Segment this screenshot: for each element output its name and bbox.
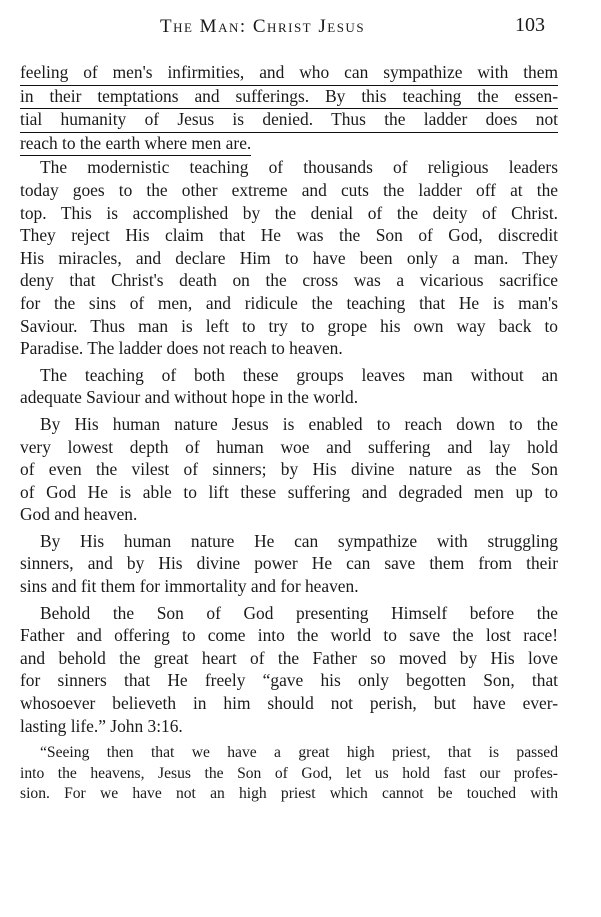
quote-line: “Seeing then that we have a great high priest, that is passed [40, 744, 558, 762]
paragraph-sympathize [20, 530, 558, 598]
text-line: for the sins of men, and ridicule the teaching that He is man's [20, 292, 558, 313]
text-line: top. This is accomplished by the denial of the deity of Christ. [20, 202, 558, 223]
page-number: 103 [515, 14, 545, 36]
underlined-line: reach to the earth where men are. [20, 133, 251, 157]
text-line: deny that Christ's death on the cross was a vicarious sacrifice [20, 270, 558, 291]
text-line: By His human nature Jesus is enabled to reach down to the [40, 413, 558, 434]
underlined-line: feeling of men's infirmities, and who can sympathize with them [20, 62, 558, 86]
text-line: The modernistic teaching of thousands of religious leaders [40, 157, 558, 178]
running-title: The Man: Christ Jesus [160, 16, 366, 37]
text-line: Paradise. The ladder does not reach to heaven. [20, 338, 343, 359]
text-line: very lowest depth of human woe and suffering and lay hold [20, 436, 558, 457]
quote-line: sion. For we have not an high priest which cannot be touched with [20, 785, 558, 803]
scripture-quote [20, 743, 558, 805]
text-line: His miracles, and declare Him to have been only a man. They [20, 247, 558, 268]
text-line: whosoever believeth in him should not perish, but have ever- [20, 693, 558, 714]
quote-line: into the heavens, Jesus the Son of God, let us hold fast our profes- [20, 764, 558, 782]
running-head [0, 14, 601, 44]
text-line: Behold the Son of God presenting Himself before the [40, 602, 558, 623]
text-line: today goes to the other extreme and cuts the ladder off at the [20, 179, 558, 200]
text-line: They reject His claim that He was the Son of God, discredit [20, 225, 558, 246]
text-line: lasting life.” John 3:16. [20, 715, 183, 736]
paragraph-both-groups [20, 364, 558, 409]
underlined-line: tial humanity of Jesus is denied. Thus the ladder does not [20, 109, 558, 133]
text-line: of even the vilest of sinners; by His divine nature as the Son [20, 459, 558, 480]
text-line: for sinners that He freely “gave his only begotten Son, that [20, 670, 558, 691]
text-line: By His human nature He can sympathize with struggling [40, 530, 558, 551]
text-line: sinners, and by His divine power He can save them from their [20, 553, 558, 574]
paragraph-underlined [20, 62, 558, 156]
paragraph-modernistic [20, 156, 558, 359]
text-line: of God He is able to lift these suffering and degraded men up to [20, 481, 558, 502]
text-line: The teaching of both these groups leaves man without an [40, 364, 558, 385]
text-line: adequate Saviour and without hope in the world. [20, 387, 359, 408]
paragraph-human-nature [20, 413, 558, 526]
underlined-line: in their temptations and sufferings. By this teaching the essen- [20, 86, 558, 110]
text-line: Father and offering to come into the world to save the lost race! [20, 625, 558, 646]
text-line: and behold the great heart of the Father so moved by His love [20, 647, 558, 668]
text-line: Saviour. Thus man is left to try to grope his own way back to [20, 315, 558, 336]
text-line: sins and fit them for immortality and for heaven. [20, 576, 359, 597]
body-text [20, 62, 558, 805]
text-line: God and heaven. [20, 504, 138, 525]
paragraph-behold [20, 602, 558, 738]
